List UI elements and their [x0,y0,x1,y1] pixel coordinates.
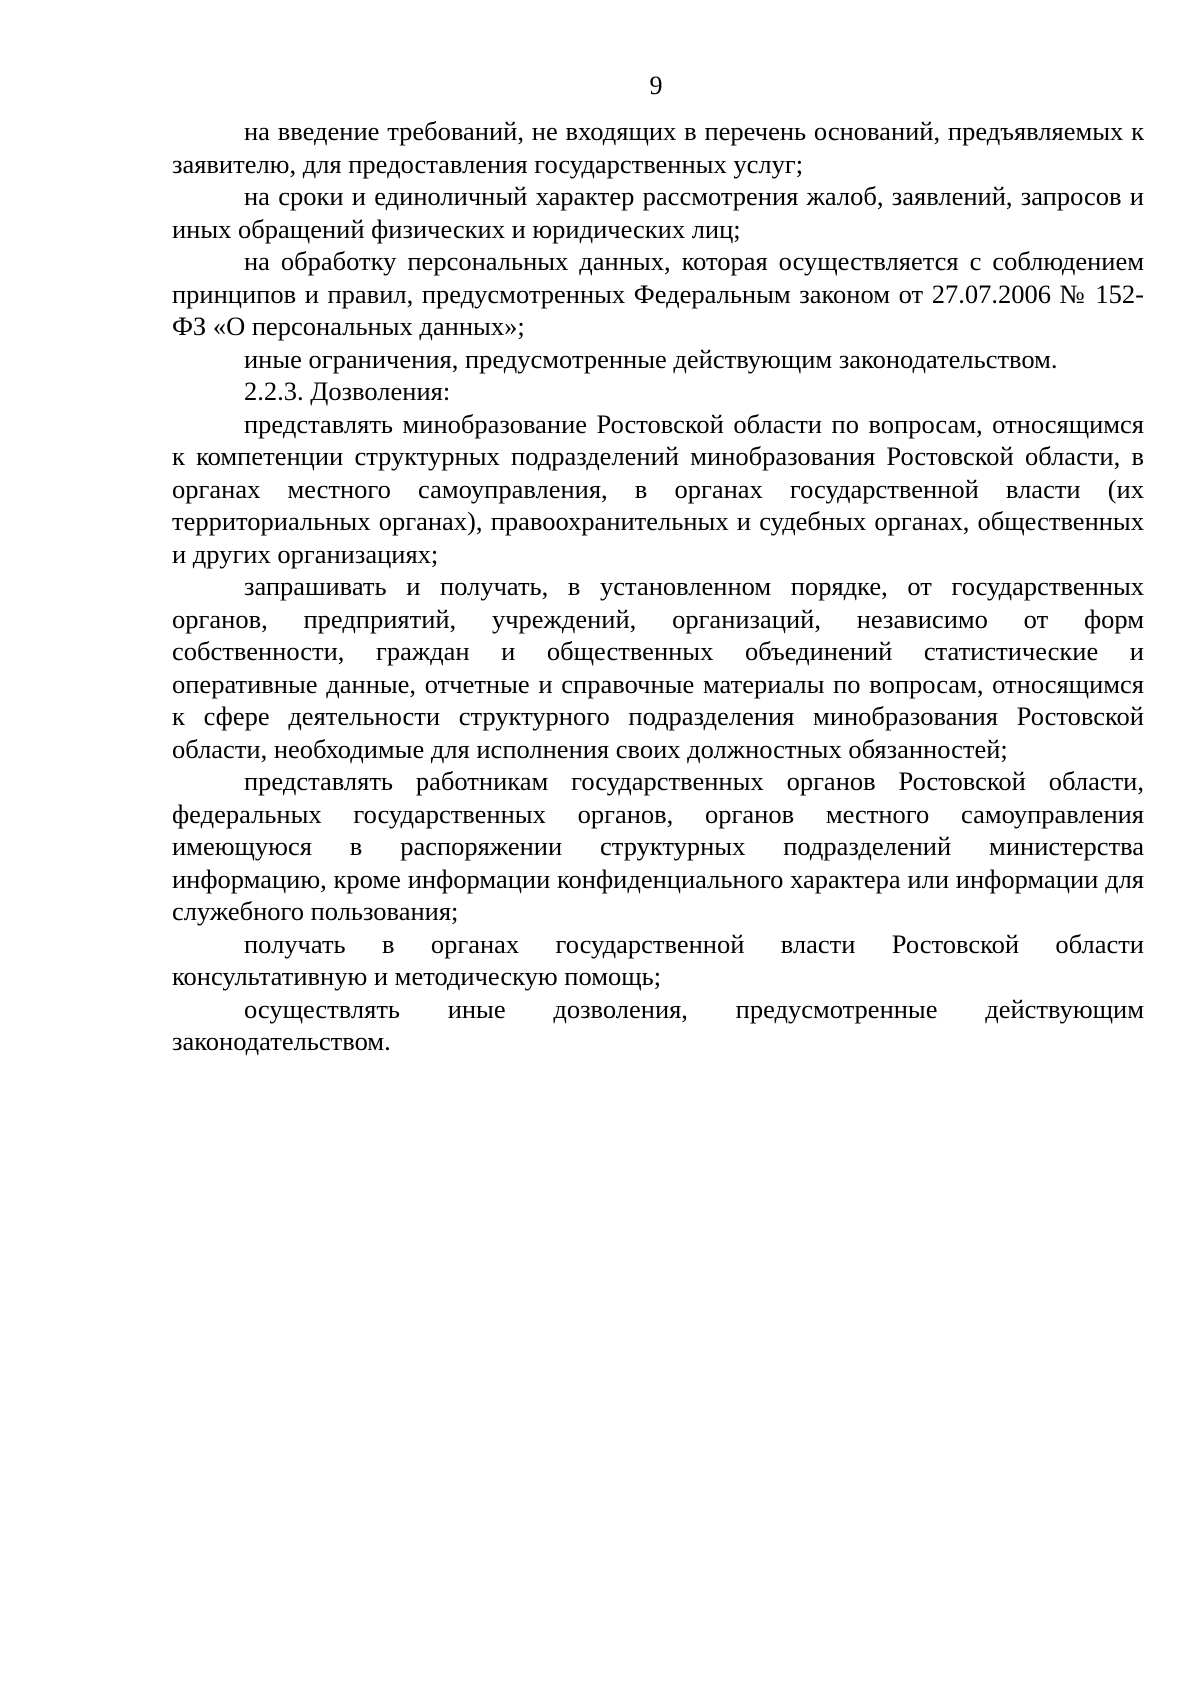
paragraph: запрашивать и получать, в установленном порядке, от государственных органов, предприятий, учреждений, организаций, независимо от форм собственности, граждан и общественных объединений статистические и оперативные данные, отчетные и справочные материалы по вопросам, относящимся к сфере деятельности структурного подразделения минобразования Ростовской области, необходимые для исполнения своих должностных обязанностей; [172,571,1144,764]
paragraph: представлять работникам государственных органов Ростовской области, федеральных государственных органов, органов местного самоуправления имеющуюся в распоряжении структурных подразделений министерства информацию, кроме информации конфиденциального характера или информации для служебного пользования; [172,766,1144,926]
section-heading: 2.2.3. Дозволения: [244,376,451,406]
paragraph: на сроки и единоличный характер рассмотрения жалоб, заявлений, запросов и иных обращений физических и юридических лиц; [172,181,1144,244]
paragraph: получать в органах государственной власти Ростовской области консультативную и методическую помощь; [172,928,1144,991]
paragraph: иные ограничения, предусмотренные действующим законодательством. [244,343,1058,374]
page-number: 9 [649,71,663,100]
document-body [172,115,1144,1058]
paragraph: осуществлять иные дозволения, предусмотренные действующим законодательством. [172,993,1144,1056]
paragraph: на введение требований, не входящих в перечень оснований, предъявляемых к заявителю, для предоставления государственных услуг; [172,116,1144,179]
paragraph: на обработку персональных данных, которая осуществляется с соблюдением принципов и правил, предусмотренных Федеральным законом от 27.07.2006 № 152-ФЗ «О персональных данных»; [172,246,1144,341]
paragraph: представлять минобразование Ростовской области по вопросам, относящимся к компетенции структурных подразделений минобразования Ростовской области, в органах местного самоуправления, в органах государственной власти (их территориальных органах), правоохранительных и судебных органах, общественных и других организациях; [172,408,1144,569]
